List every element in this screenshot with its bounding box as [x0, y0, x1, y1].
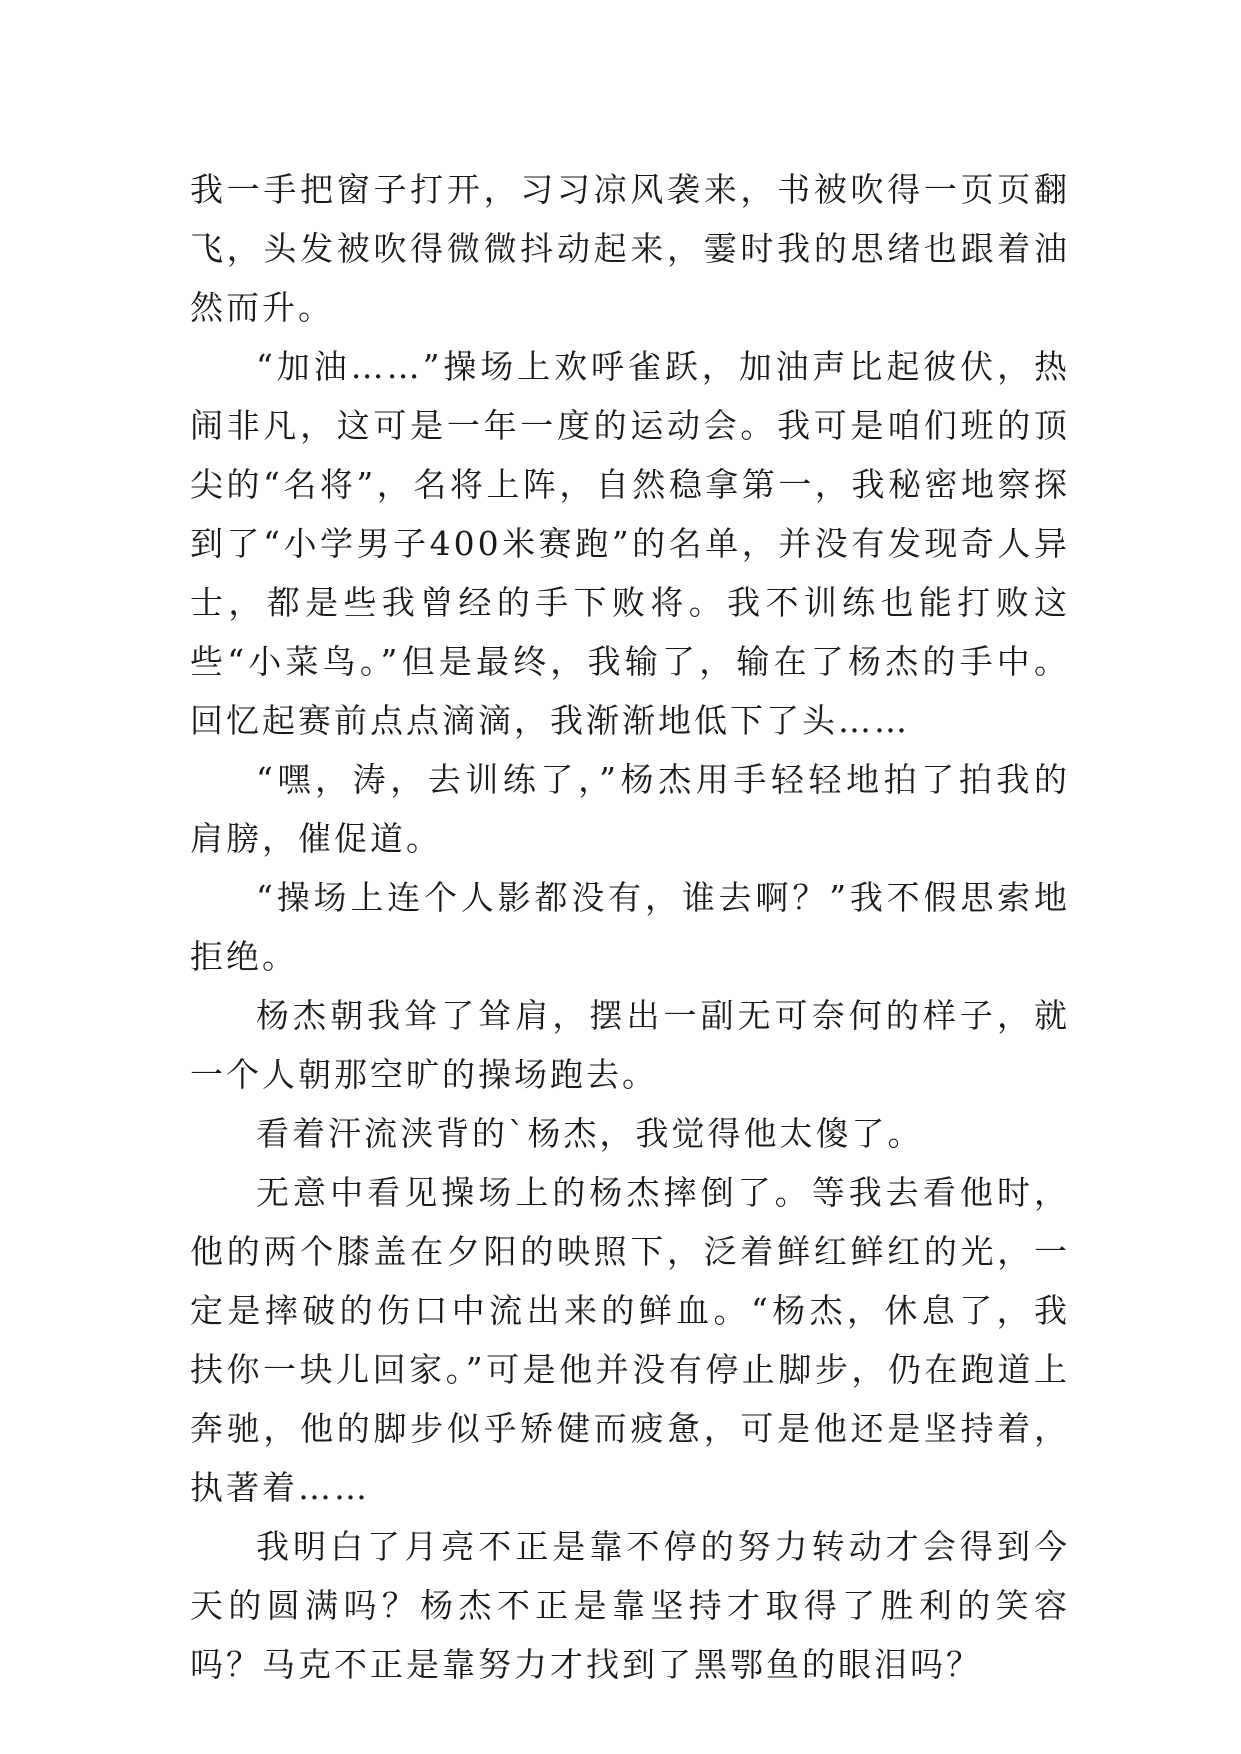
paragraph-6: 看着汗流浃背的`杨杰，我觉得他太傻了。	[256, 1114, 924, 1153]
paragraph-3: “嘿，涛，去训练了，”杨杰用手轻轻地拍了拍我的肩膀，催促道。	[190, 760, 1070, 858]
paragraph-5: 杨杰朝我耸了耸肩，摆出一副无可奈何的样子，就一个人朝那空旷的操场跑去。	[190, 996, 1070, 1094]
paragraph-2: “加油……”操场上欢呼雀跃，加油声比起彼伏，热闹非凡，这可是一年一度的运动会。我可是咱们班的顶尖的“名将”，名将上阵，自然稳拿第一，我秘密地察探到了“小学男子400米赛跑”的名单，并没有发现奇人异士，都是些我曾经的手下败将。我不训练也能打败这些“小菜鸟。”但是最终，我输了，输在了杨杰的手中。回忆起赛前点点滴滴，我渐渐地低下了头……	[190, 347, 1070, 740]
paragraph-7: 无意中看见操场上的杨杰摔倒了。等我去看他时，他的两个膝盖在夕阳的映照下，泛着鲜红鲜红的光，一定是摔破的伤口中流出来的鲜血。“杨杰，休息了，我扶你一块儿回家。”可是他并没有停止脚步，仍在跑道上奔驰，他的脚步似乎矫健而疲惫，可是他还是坚持着，执著着……	[190, 1173, 1070, 1507]
document-body	[190, 160, 1070, 1694]
paragraph-1: 我一手把窗子打开，习习凉风袭来，书被吹得一页页翻飞，头发被吹得微微抖动起来，霎时我的思绪也跟着油然而升。	[190, 170, 1070, 327]
paragraph-8: 我明白了月亮不正是靠不停的努力转动才会得到今天的圆满吗？杨杰不正是靠坚持才取得了胜利的笑容吗？马克不正是靠努力才找到了黑鄂鱼的眼泪吗？	[190, 1527, 1070, 1684]
paragraph-4: “操场上连个人影都没有，谁去啊？”我不假思索地拒绝。	[190, 878, 1070, 976]
